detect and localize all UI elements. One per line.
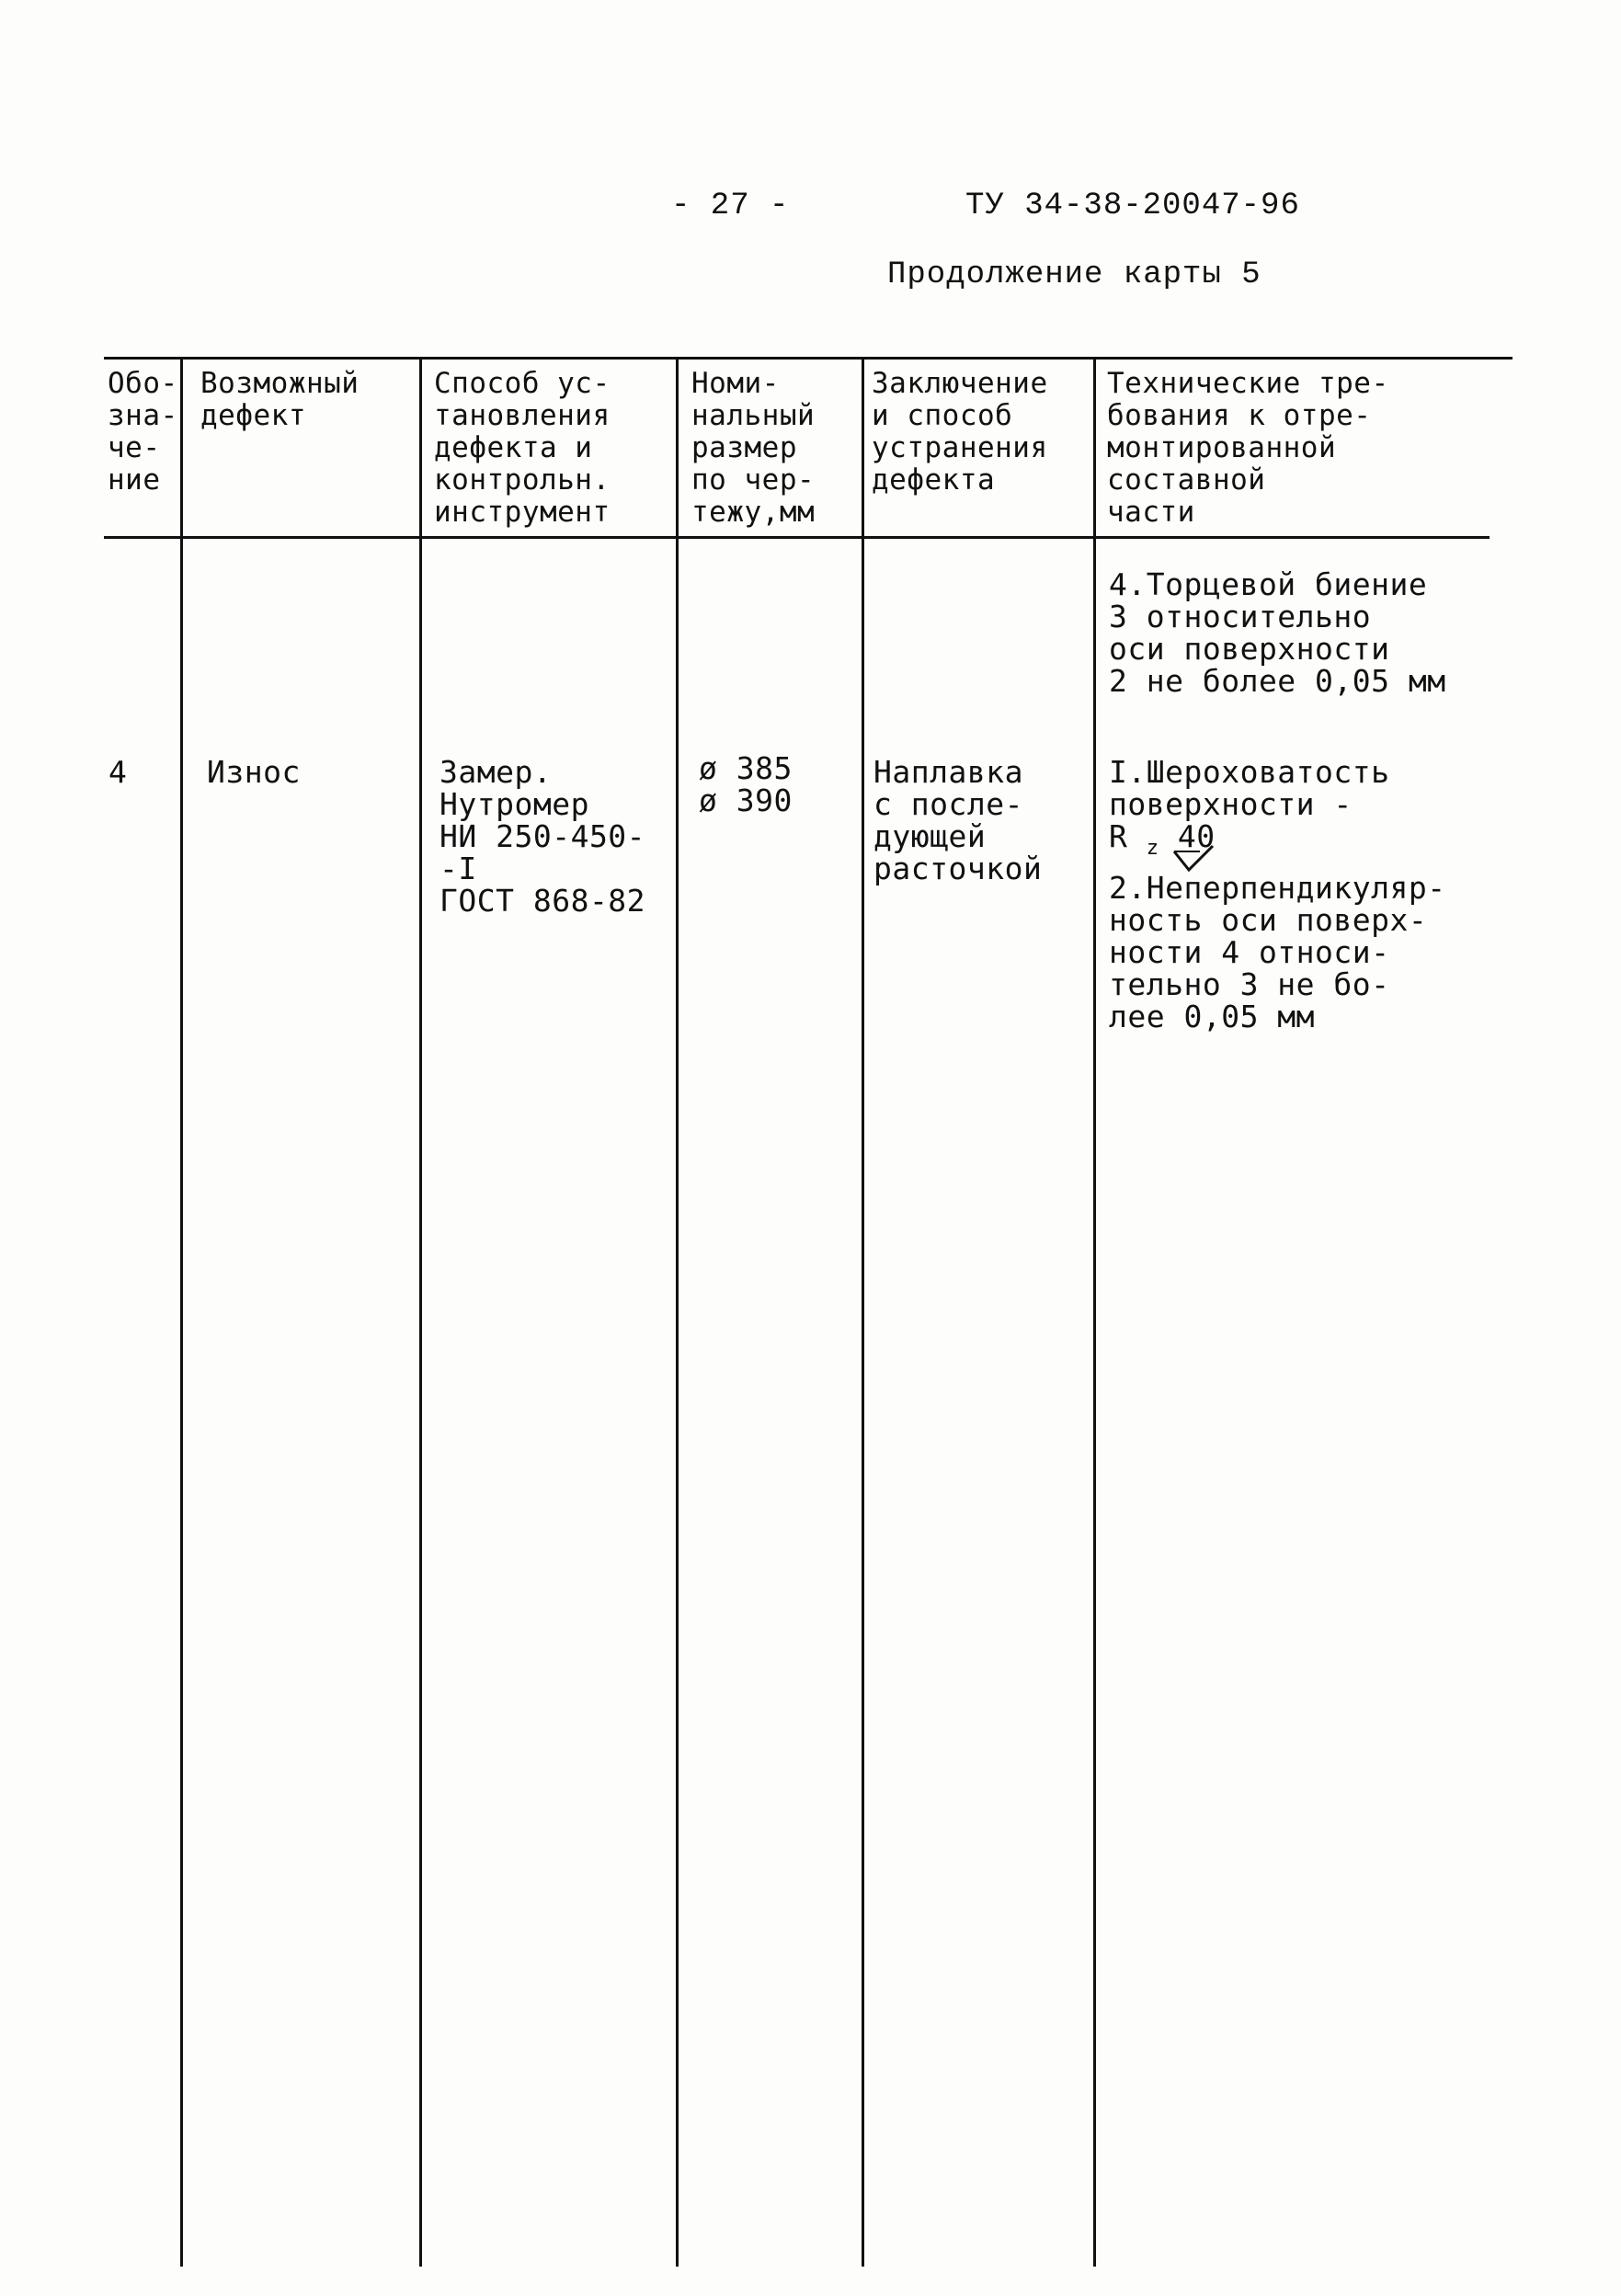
header-remedy: Заключение и способ устранения дефекта xyxy=(872,367,1048,497)
row-requirement-1: I.Шероховатость поверхности - xyxy=(1109,754,1390,822)
row-designation: 4 xyxy=(108,754,128,790)
row-remedy: Наплавка с после- дующей расточкой xyxy=(873,754,1043,886)
row-requirement-2: 2.Неперпендикуляр- ность оси поверх- ности 4 относи- тельно 3 не бо- лее 0,05 мм xyxy=(1109,870,1446,1034)
roughness-subscript: z xyxy=(1146,837,1159,860)
header-nominal-size: Номи- нальный размер по чер- тежу,мм xyxy=(691,367,816,529)
row-size-2: ø 390 xyxy=(699,782,793,818)
continuation-label: Продолжение карты 5 xyxy=(887,257,1261,292)
column-divider-2 xyxy=(419,357,422,2267)
column-divider-4 xyxy=(862,357,864,2267)
column-divider-3 xyxy=(676,357,679,2267)
carry-over-requirement: 4.Торцевой биение 3 относительно оси поверхности 2 не более 0,05 мм xyxy=(1109,566,1446,699)
table-header-rule xyxy=(104,536,1490,539)
row-defect: Износ xyxy=(207,754,301,790)
row-detection-method: Замер. Нутромер НИ 250-450- -I ГОСТ 868-82 xyxy=(439,754,646,919)
header-defect: Возможный дефект xyxy=(200,367,360,432)
page-number: - 27 - xyxy=(671,188,790,223)
header-requirements: Технические тре- бования к отре- монтированной составной части xyxy=(1107,367,1389,529)
row-size-1: ø 385 xyxy=(699,750,793,786)
header-designation: Обо- зна- че- ние xyxy=(108,367,178,497)
table-top-rule xyxy=(104,357,1513,360)
column-divider-5 xyxy=(1093,357,1096,2267)
header-detection-method: Способ ус- тановления дефекта и контрольн. инструмент xyxy=(434,367,611,529)
roughness-symbol: R xyxy=(1109,818,1128,854)
column-divider-1 xyxy=(180,357,183,2267)
roughness-number: 40 xyxy=(1177,818,1216,854)
document-code: ТУ 34-38-20047-96 xyxy=(965,188,1300,223)
